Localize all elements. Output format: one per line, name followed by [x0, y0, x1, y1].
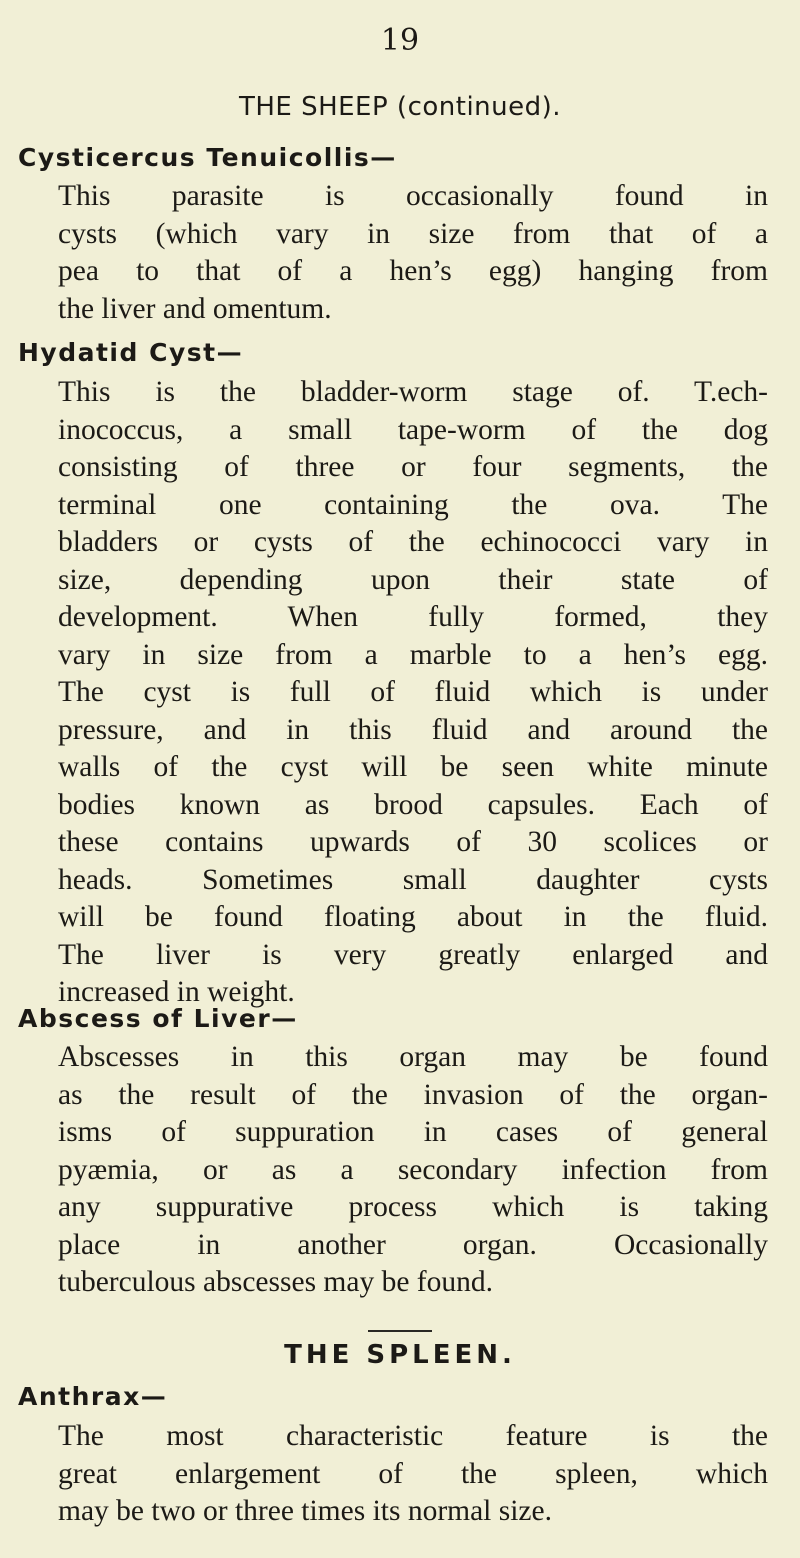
text-line: This is the bladder-worm stage of. T.ech- — [58, 376, 768, 408]
text-line: The liver is very greatly enlarged and — [58, 938, 768, 971]
text-line: heads. Sometimes small daughter cysts — [58, 863, 768, 896]
text-line: pyæmia, or as a secondary infection from — [58, 1153, 768, 1186]
text-line: the liver and omentum. — [58, 292, 332, 325]
text-line: size, depending upon their state of — [58, 563, 768, 596]
text-line: The most characteristic feature is the — [58, 1420, 768, 1452]
text-line: bodies known as brood capsules. Each of — [58, 788, 768, 821]
section-heading-abscess: Abscess of Liver— — [18, 1004, 298, 1033]
section-title-spleen: THE SPLEEN. — [284, 1340, 516, 1370]
text-line: these contains upwards of 30 scolices or — [58, 826, 768, 858]
text-line: pressure, and in this fluid and around the — [58, 713, 768, 746]
text-line: great enlargement of the spleen, which — [58, 1457, 768, 1490]
paragraph-hydatid — [58, 374, 768, 1012]
text-line: isms of suppuration in cases of general — [58, 1116, 768, 1148]
text-line: bladders or cysts of the echinococci vary in — [58, 526, 768, 558]
text-line: increased in weight. — [58, 976, 295, 1008]
paragraph-abscess — [58, 1039, 768, 1302]
text-line: any suppurative process which is taking — [58, 1191, 768, 1223]
section-heading-hydatid: Hydatid Cyst— — [18, 338, 244, 367]
section-heading-anthrax: Anthrax— — [18, 1382, 168, 1411]
text-line: pea to that of a hen’s egg) hanging from — [58, 255, 768, 287]
text-line: consisting of three or four segments, the — [58, 451, 768, 483]
paragraph-cysticercus — [58, 178, 768, 328]
running-head: THE SHEEP (continued). — [238, 92, 562, 122]
page-number: 19 — [380, 23, 420, 58]
text-line: This parasite is occasionally found in — [58, 180, 768, 212]
section-divider — [368, 1330, 432, 1332]
text-line: cysts (which vary in size from that of a — [58, 217, 768, 250]
text-line: inococcus, a small tape-worm of the dog — [58, 413, 768, 446]
text-line: terminal one containing the ova. The — [58, 488, 768, 521]
text-line: walls of the cyst will be seen white minute — [58, 751, 768, 783]
text-line: Abscesses in this organ may be found — [58, 1041, 768, 1073]
text-line: place in another organ. Occasionally — [58, 1228, 768, 1261]
text-line: vary in size from a marble to a hen’s egg. — [58, 638, 768, 671]
text-line: development. When fully formed, they — [58, 601, 768, 633]
paragraph-anthrax — [58, 1418, 768, 1531]
section-heading-cysticercus: Cysticercus Tenuicollis— — [18, 143, 397, 172]
text-line: as the result of the invasion of the organ- — [58, 1078, 768, 1111]
text-line: may be two or three times its normal size. — [58, 1495, 552, 1527]
text-line: tuberculous abscesses may be found. — [58, 1266, 494, 1298]
text-line: will be found floating about in the fluid. — [58, 901, 768, 933]
text-line: The cyst is full of fluid which is under — [58, 676, 768, 708]
